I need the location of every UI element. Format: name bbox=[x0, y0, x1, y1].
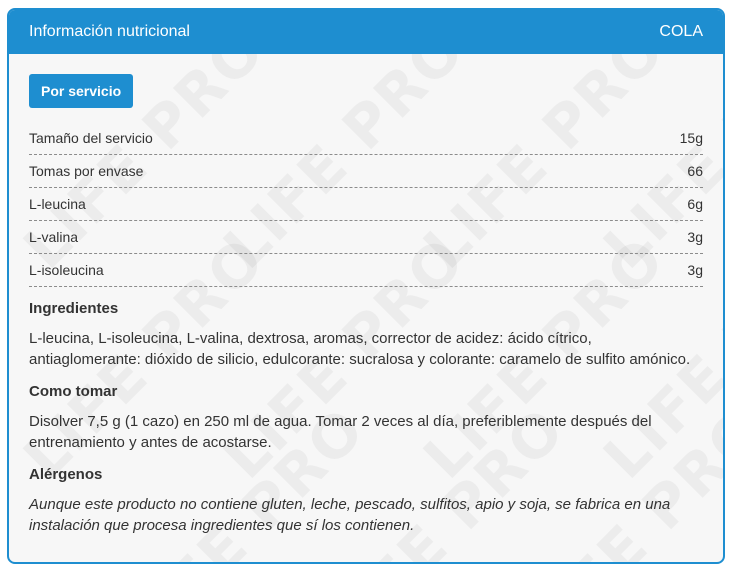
row-label: L-isoleucina bbox=[29, 262, 104, 278]
flavor-label: COLA bbox=[659, 23, 703, 40]
panel-header bbox=[9, 10, 723, 54]
ingredients-text: L-leucina, L-isoleucina, L-valina, dextrosa, aromas, corrector de acidez: ácido cítrico, antiaglomerante: dióxido de silicio, edulcorante: sucralosa y colorante: caramelo de sulfito amónico. bbox=[29, 330, 691, 368]
nutrition-table bbox=[29, 122, 703, 287]
nutrition-panel bbox=[7, 8, 725, 564]
panel-content bbox=[9, 54, 723, 536]
row-label: L-leucina bbox=[29, 196, 86, 212]
panel-title: Información nutricional bbox=[29, 23, 190, 40]
row-value: 66 bbox=[687, 163, 703, 179]
allergens-title: Alérgenos bbox=[29, 466, 103, 483]
table-row bbox=[29, 122, 703, 155]
table-row bbox=[29, 254, 703, 287]
allergens-text: Aunque este producto no contiene gluten, leche, pescado, sulfitos, apio y soja, se fabrica en una instalación que procesa ingredientes que sí los contienen. bbox=[29, 496, 671, 534]
row-label: Tomas por envase bbox=[29, 163, 144, 179]
row-value: 3g bbox=[687, 262, 703, 278]
usage-title: Como tomar bbox=[29, 383, 118, 400]
row-value: 3g bbox=[687, 229, 703, 245]
table-row bbox=[29, 155, 703, 188]
table-row bbox=[29, 221, 703, 254]
row-label: Tamaño del servicio bbox=[29, 130, 153, 146]
row-value: 15g bbox=[679, 130, 703, 146]
row-label: L-valina bbox=[29, 229, 79, 245]
row-value: 6g bbox=[687, 196, 703, 212]
table-row bbox=[29, 188, 703, 221]
per-serving-button[interactable]: Por servicio bbox=[29, 74, 133, 108]
usage-text: Disolver 7,5 g (1 cazo) en 250 ml de agua. Tomar 2 veces al día, preferiblemente después del entrenamiento y antes de acostarse. bbox=[29, 413, 652, 451]
ingredients-title: Ingredientes bbox=[29, 300, 119, 317]
